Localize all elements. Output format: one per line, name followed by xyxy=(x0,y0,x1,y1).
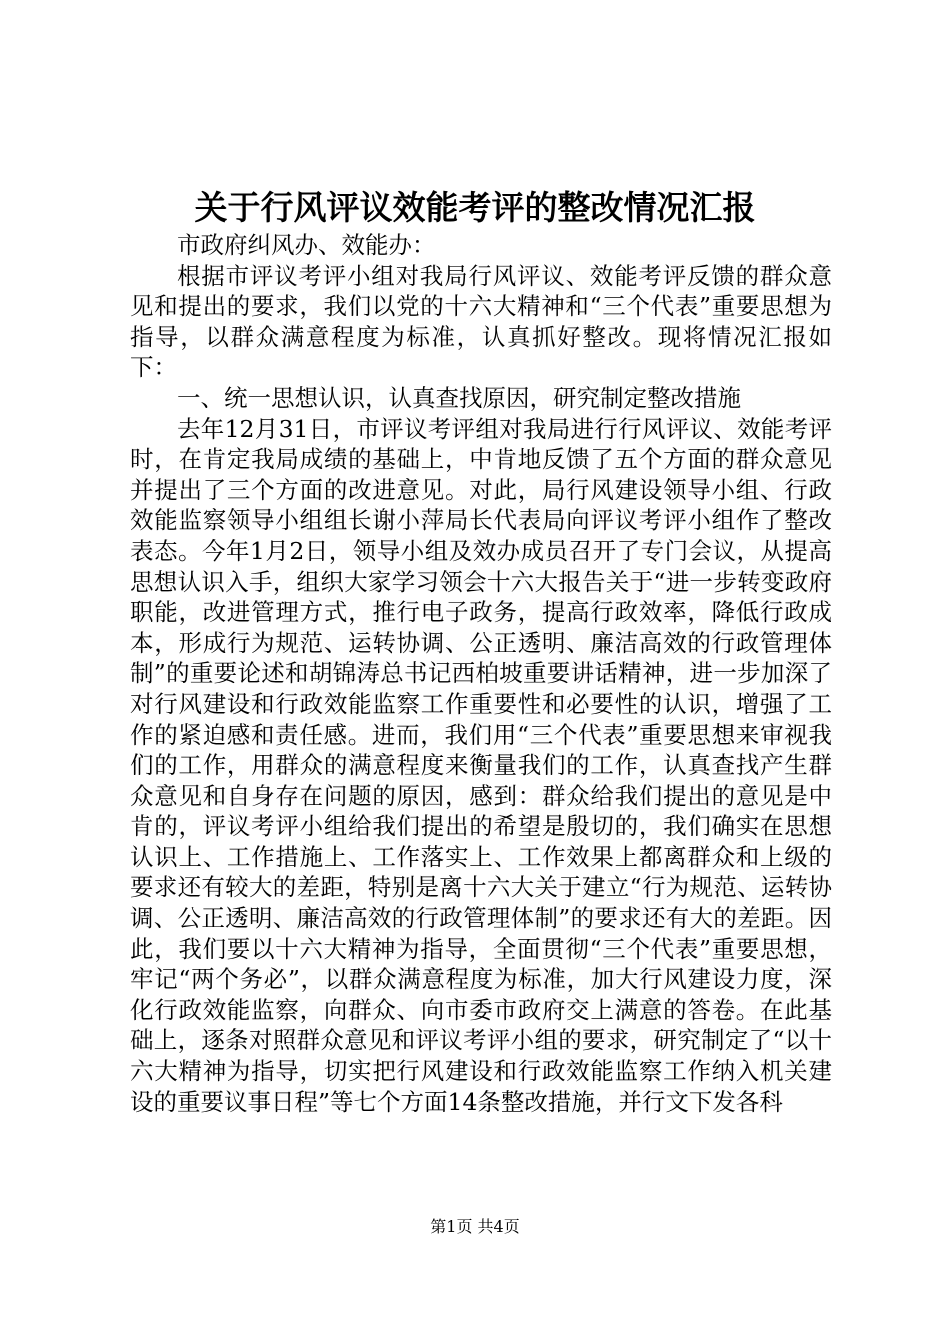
document-body xyxy=(130,230,832,1117)
document-title: 关于行风评议效能考评的整改情况汇报 xyxy=(194,188,756,227)
section-heading-1: 一、统一思想认识，认真查找原因，研究制定整改措施 xyxy=(177,383,741,412)
intro-paragraph: 根据市评议考评小组对我局行风评议、效能考评反馈的群众意见和提出的要求，我们以党的十六大精神和“三个代表”重要思想为指导，以群众满意程度为标准，认真抓好整改。现将情况汇报如下： xyxy=(130,261,832,382)
body-paragraph-1: 去年12月31日，市评议考评组对我局进行行风评议、效能考评时，在肯定我局成绩的基础上，中肯地反馈了五个方面的群众意见并提出了三个方面的改进意见。对此，局行风建设领导小组、行政效能监察领导小组组长谢小萍局长代表局向评议考评小组作了整改表态。今年1月2日，领导小组及效办成员召开了专门会议，从提高思想认识入手，组织大家学习领会十六大报告关于“进一步转变政府职能，改进管理方式，推行电子政务，提高行政效率，降低行政成本，形成行为规范、运转协调、公正透明、廉洁高效的行政管理体制”的重要论述和胡锦涛总书记西柏坡重要讲话精神，进一步加深了对行风建设和行政效能监察工作重要性和必要性的认识，增强了工作的紧迫感和责任感。进而，我们用“三个代表”重要思想来审视我们的工作，用群众的满意程度来衡量我们的工作，认真查找产生群众意见和自身存在问题的原因，感到：群众给我们提出的意见是中肯的，评议考评小组给我们提出的希望是殷切的，我们确实在思想认识上、工作措施上、工作落实上、工作效果上都离群众和上级的要求还有较大的差距，特别是离十六大关于建立“行为规范、运转协调、公正透明、廉洁高效的行政管理体制”的要求还有大的差距。因此，我们要以十六大精神为指导，全面贯彻“三个代表”重要思想，牢记“两个务必”，以群众满意程度为标准，加大行风建设力度，深化行政效能监察，向群众、向市委市政府交上满意的答卷。在此基础上，逐条对照群众意见和评议考评小组的要求，研究制定了“以十六大精神为指导，切实把行风建设和行政效能监察工作纳入机关建设的重要议事日程”等七个方面14条整改措施，并行文下发各科 xyxy=(130,414,832,1116)
salutation: 市政府纠风办、效能办： xyxy=(177,231,436,259)
page-number: 第1页 共4页 xyxy=(430,1217,520,1236)
